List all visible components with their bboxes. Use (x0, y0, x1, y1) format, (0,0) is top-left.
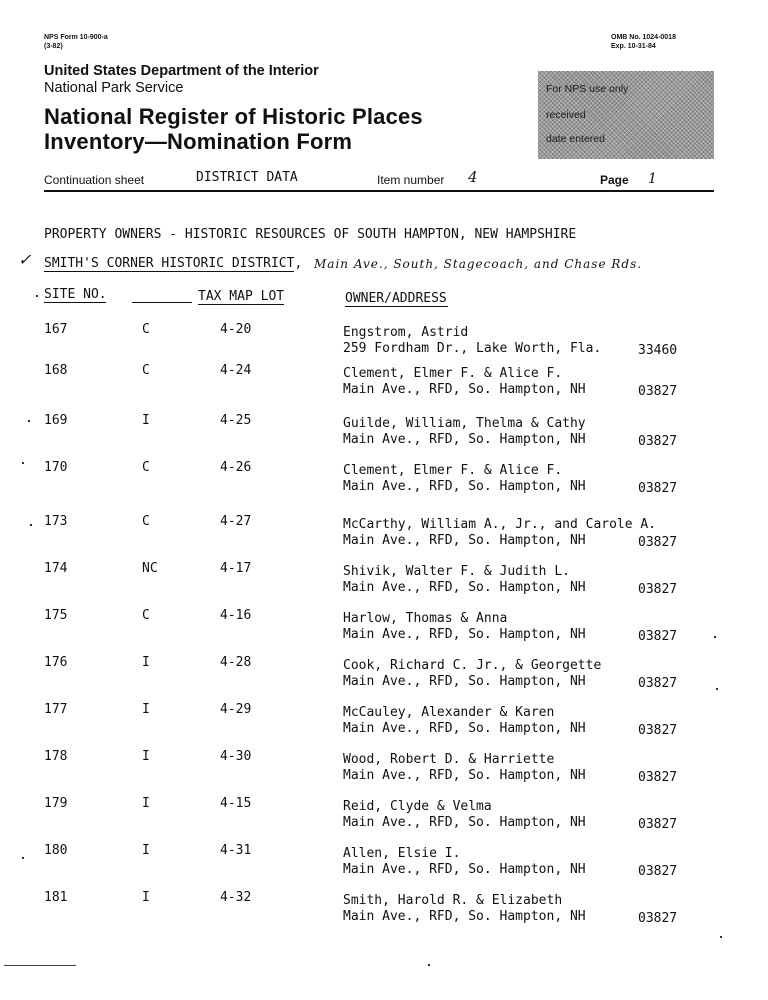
site-number: 181 (44, 890, 68, 905)
tax-map-lot: 4-20 (220, 322, 252, 337)
continuation-sheet-label: Continuation sheet (44, 173, 145, 187)
owner-address: Main Ave., RFD, So. Hampton, NH (343, 674, 586, 689)
scan-speck (36, 295, 38, 297)
nps-use-only-label: For NPS use only (546, 83, 629, 95)
resource-status: I (142, 796, 150, 811)
column-header-site: SITE NO. (44, 287, 107, 302)
owner-name: Guilde, William, Thelma & Cathy (343, 416, 586, 431)
site-number: 173 (44, 514, 68, 529)
page-label: Page (600, 173, 629, 187)
table-row (0, 460, 768, 500)
zip-code: 03827 (638, 481, 678, 496)
table-row (0, 514, 768, 554)
zip-code: 03827 (638, 629, 678, 644)
zip-code: 03827 (638, 911, 678, 926)
nps-use-only-box (538, 71, 714, 159)
district-underline (44, 271, 294, 272)
zip-code: 33460 (638, 343, 678, 358)
resource-status: C (142, 460, 150, 475)
table-row (0, 608, 768, 648)
owner-name: Engstrom, Astrid (343, 325, 469, 340)
site-number: 170 (44, 460, 68, 475)
scan-speck (720, 936, 722, 938)
form-number (44, 33, 108, 51)
resource-status: I (142, 413, 150, 428)
scan-speck (28, 420, 30, 422)
table-row (0, 655, 768, 695)
resource-status: C (142, 322, 150, 337)
scan-artifact-line (4, 965, 76, 966)
tax-map-lot: 4-27 (220, 514, 252, 529)
table-row (0, 796, 768, 836)
service-name: National Park Service (44, 80, 184, 96)
header-divider (44, 190, 714, 192)
scan-speck (30, 524, 32, 526)
tax-map-lot: 4-30 (220, 749, 252, 764)
tax-map-lot: 4-28 (220, 655, 252, 670)
scan-speck (714, 636, 716, 638)
page-number-value: 1 (648, 171, 658, 187)
column-header-tax-map-underline (198, 304, 284, 305)
table-row (0, 702, 768, 742)
nps-received-label: received (546, 109, 586, 121)
zip-code: 03827 (638, 770, 678, 785)
column-header-site-underline (44, 302, 106, 303)
column-header-tax-map: TAX MAP LOT (198, 289, 285, 304)
site-number: 167 (44, 322, 68, 337)
tax-map-lot: 4-15 (220, 796, 252, 811)
column-header-owner-underline (345, 306, 448, 307)
item-number-label: Item number (377, 173, 445, 187)
resource-status: C (142, 514, 150, 529)
site-number: 174 (44, 561, 68, 576)
resource-status: C (142, 363, 150, 378)
owner-name: Allen, Elsie I. (343, 846, 461, 861)
zip-code: 03827 (638, 723, 678, 738)
owner-address: Main Ave., RFD, So. Hampton, NH (343, 909, 586, 924)
tax-map-lot: 4-16 (220, 608, 252, 623)
tax-map-lot: 4-24 (220, 363, 252, 378)
zip-code: 03827 (638, 582, 678, 597)
zip-code: 03827 (638, 384, 678, 399)
tax-map-lot: 4-32 (220, 890, 252, 905)
owner-address: Main Ave., RFD, So. Hampton, NH (343, 432, 586, 447)
site-number: 175 (44, 608, 68, 623)
resource-status: I (142, 749, 150, 764)
tax-map-lot: 4-25 (220, 413, 252, 428)
omb-number-text: OMB No. 1024-0018 (611, 34, 676, 41)
owner-address: Main Ave., RFD, So. Hampton, NH (343, 862, 586, 877)
table-row (0, 322, 768, 362)
table-row (0, 843, 768, 883)
omb-exp-text: Exp. 10-31-84 (611, 43, 656, 50)
resource-status: I (142, 702, 150, 717)
scan-speck (22, 462, 24, 464)
resource-status: I (142, 655, 150, 670)
item-number-value: 4 (468, 168, 479, 186)
zip-code: 03827 (638, 864, 678, 879)
table-row (0, 749, 768, 789)
form-title-line1: National Register of Historic Places (44, 104, 423, 129)
owner-name: Harlow, Thomas & Anna (343, 611, 508, 626)
site-number: 168 (44, 363, 68, 378)
owner-name: Cook, Richard C. Jr., & Georgette (343, 658, 602, 673)
scan-speck (428, 964, 430, 966)
nps-date-entered-label: date entered (546, 133, 605, 145)
resource-status: I (142, 843, 150, 858)
owner-address: Main Ave., RFD, So. Hampton, NH (343, 382, 586, 397)
tax-map-lot: 4-26 (220, 460, 252, 475)
tax-map-lot: 4-17 (220, 561, 252, 576)
owner-address: 259 Fordham Dr., Lake Worth, Fla. (343, 341, 602, 356)
owner-name: Reid, Clyde & Velma (343, 799, 492, 814)
form-number-text: NPS Form 10-900-a (44, 34, 108, 41)
owner-name: McCarthy, William A., Jr., and Carole A. (343, 517, 657, 532)
section-heading: PROPERTY OWNERS - HISTORIC RESOURCES OF SOUTH HAMPTON, NEW HAMPSHIRE (44, 227, 577, 242)
check-mark: ✓ (18, 250, 33, 269)
zip-code: 03827 (638, 676, 678, 691)
owner-name: Clement, Elmer F. & Alice F. (343, 366, 563, 381)
column-header-owner: OWNER/ADDRESS (345, 291, 447, 306)
tax-map-lot: 4-29 (220, 702, 252, 717)
department-name: United States Department of the Interior (44, 63, 319, 79)
omb-number (611, 33, 676, 51)
owner-address: Main Ave., RFD, So. Hampton, NH (343, 580, 586, 595)
zip-code: 03827 (638, 535, 678, 550)
form-title-line2: Inventory—Nomination Form (44, 129, 353, 154)
owner-address: Main Ave., RFD, So. Hampton, NH (343, 533, 586, 548)
site-number: 178 (44, 749, 68, 764)
district-handwritten-note: Main Ave., South, Stagecoach, and Chase Rds. (314, 257, 643, 271)
zip-code: 03827 (638, 434, 678, 449)
district-name: SMITH'S CORNER HISTORIC DISTRICT, (44, 256, 303, 271)
owner-address: Main Ave., RFD, So. Hampton, NH (343, 768, 586, 783)
owner-address: Main Ave., RFD, So. Hampton, NH (343, 815, 586, 830)
owner-name: Clement, Elmer F. & Alice F. (343, 463, 563, 478)
table-row (0, 363, 768, 403)
table-row (0, 561, 768, 601)
owner-name: McCauley, Alexander & Karen (343, 705, 555, 720)
table-row (0, 413, 768, 453)
resource-status: C (142, 608, 150, 623)
site-number: 179 (44, 796, 68, 811)
form-date-text: (3-82) (44, 43, 63, 50)
owner-name: Shivik, Walter F. & Judith L. (343, 564, 570, 579)
scan-speck (716, 688, 718, 690)
site-number: 169 (44, 413, 68, 428)
scan-speck (22, 857, 24, 859)
tax-map-lot: 4-31 (220, 843, 252, 858)
column-header-blank-line (132, 302, 192, 303)
zip-code: 03827 (638, 817, 678, 832)
owner-name: Smith, Harold R. & Elizabeth (343, 893, 563, 908)
resource-status: NC (142, 561, 158, 576)
site-number: 176 (44, 655, 68, 670)
owner-address: Main Ave., RFD, So. Hampton, NH (343, 479, 586, 494)
continuation-sheet-value: DISTRICT DATA (196, 170, 298, 185)
table-row (0, 890, 768, 930)
owner-name: Wood, Robert D. & Harriette (343, 752, 555, 767)
resource-status: I (142, 890, 150, 905)
site-number: 177 (44, 702, 68, 717)
owner-address: Main Ave., RFD, So. Hampton, NH (343, 627, 586, 642)
owner-address: Main Ave., RFD, So. Hampton, NH (343, 721, 586, 736)
site-number: 180 (44, 843, 68, 858)
